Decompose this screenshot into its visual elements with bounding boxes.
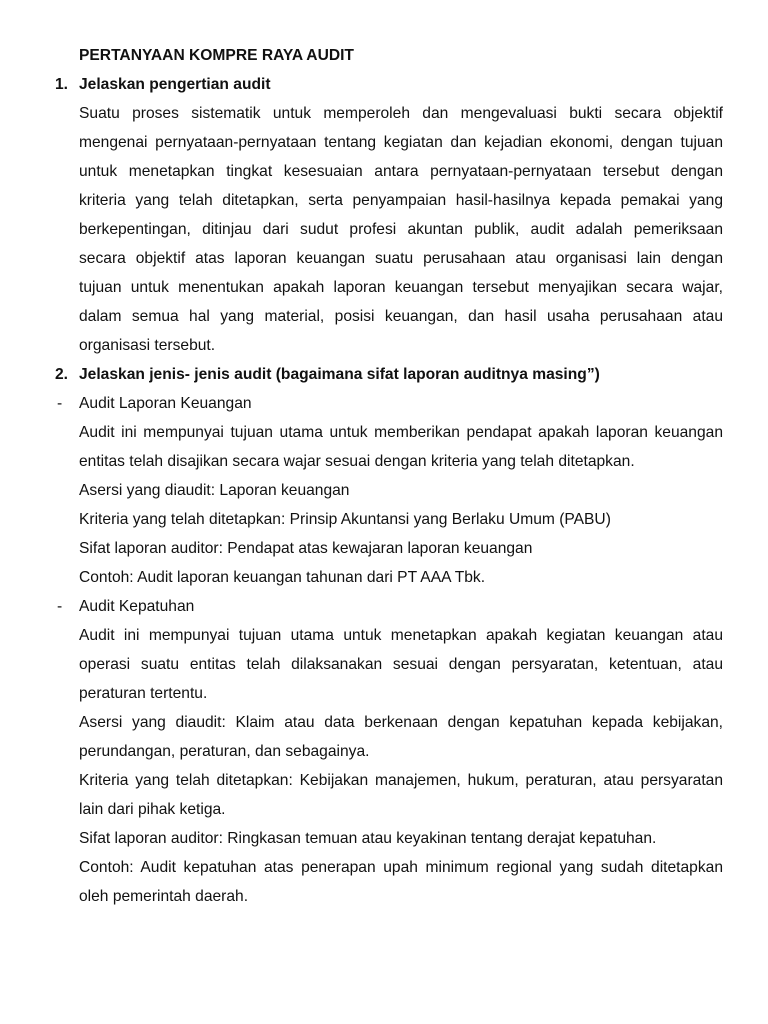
list-bullet: - — [57, 598, 63, 615]
audit-type-line: entitas telah disajikan secara wajar sesuai dengan kriteria yang telah ditetapkan. — [79, 453, 635, 470]
question-2-number: 2. — [55, 366, 69, 383]
audit-type-line: Kriteria yang telah ditetapkan: Kebijakan manajemen, hukum, peraturan, atau persyaratan — [79, 772, 723, 789]
audit-type-line: Sifat laporan auditor: Pendapat atas kewajaran laporan keuangan — [79, 540, 533, 557]
audit-type-line: Asersi yang diaudit: Laporan keuangan — [79, 482, 350, 499]
list-bullet: - — [57, 395, 63, 412]
answer-1-line: untuk menetapkan tingkat kesesuaian antara pernyataan-pernyataan tersebut dengan — [79, 163, 723, 180]
question-2-heading: Jelaskan jenis- jenis audit (bagaimana sifat laporan auditnya masing”) — [79, 366, 600, 383]
answer-1-line: secara objektif atas laporan keuangan suatu perusahaan atau organisasi lain dengan — [79, 250, 723, 267]
question-1-number: 1. — [55, 76, 69, 93]
answer-1-line: dalam semua hal yang material, posisi keuangan, dan hasil usaha perusahaan atau — [79, 308, 723, 325]
answer-1-line: berkepentingan, ditinjau dari sudut profesi akuntan publik, audit adalah pemeriksaan — [79, 221, 723, 238]
audit-type-title: Audit Kepatuhan — [79, 598, 195, 615]
answer-1-line: Suatu proses sistematik untuk memperoleh dan mengevaluasi bukti secara objektif — [79, 105, 723, 122]
audit-type-line: Kriteria yang telah ditetapkan: Prinsip Akuntansi yang Berlaku Umum (PABU) — [79, 511, 611, 528]
audit-type-title: Audit Laporan Keuangan — [79, 395, 252, 412]
audit-type-line: lain dari pihak ketiga. — [79, 801, 226, 818]
document-title: PERTANYAAN KOMPRE RAYA AUDIT — [79, 47, 354, 64]
audit-type-line: oleh pemerintah daerah. — [79, 888, 249, 905]
audit-type-line: perundangan, peraturan, dan sebagainya. — [79, 743, 370, 760]
answer-1-line: kriteria yang telah ditetapkan, serta penyampaian hasil-hasilnya kepada pemakai yang — [79, 192, 723, 209]
answer-1-line: tujuan untuk menentukan apakah laporan keuangan tersebut menyajikan secara wajar, — [79, 279, 723, 296]
audit-type-line: Asersi yang diaudit: Klaim atau data berkenaan dengan kepatuhan kepada kebijakan, — [79, 714, 723, 731]
audit-type-line: peraturan tertentu. — [79, 685, 208, 702]
audit-type-line: Contoh: Audit laporan keuangan tahunan dari PT AAA Tbk. — [79, 569, 486, 586]
audit-type-line: Audit ini mempunyai tujuan utama untuk menetapkan apakah kegiatan keuangan atau — [79, 627, 723, 644]
audit-type-line: operasi suatu entitas telah dilaksanakan sesuai dengan persyaratan, ketentuan, atau — [79, 656, 723, 673]
audit-type-line: Contoh: Audit kepatuhan atas penerapan upah minimum regional yang sudah ditetapkan — [79, 859, 723, 876]
audit-type-line: Audit ini mempunyai tujuan utama untuk memberikan pendapat apakah laporan keuangan — [79, 424, 723, 441]
question-1-heading: Jelaskan pengertian audit — [79, 76, 271, 93]
audit-type-line: Sifat laporan auditor: Ringkasan temuan atau keyakinan tentang derajat kepatuhan. — [79, 830, 657, 847]
answer-1-line: mengenai pernyataan-pernyataan tentang kegiatan dan kejadian ekonomi, dengan tujuan — [79, 134, 723, 151]
answer-1-line: organisasi tersebut. — [79, 337, 216, 354]
